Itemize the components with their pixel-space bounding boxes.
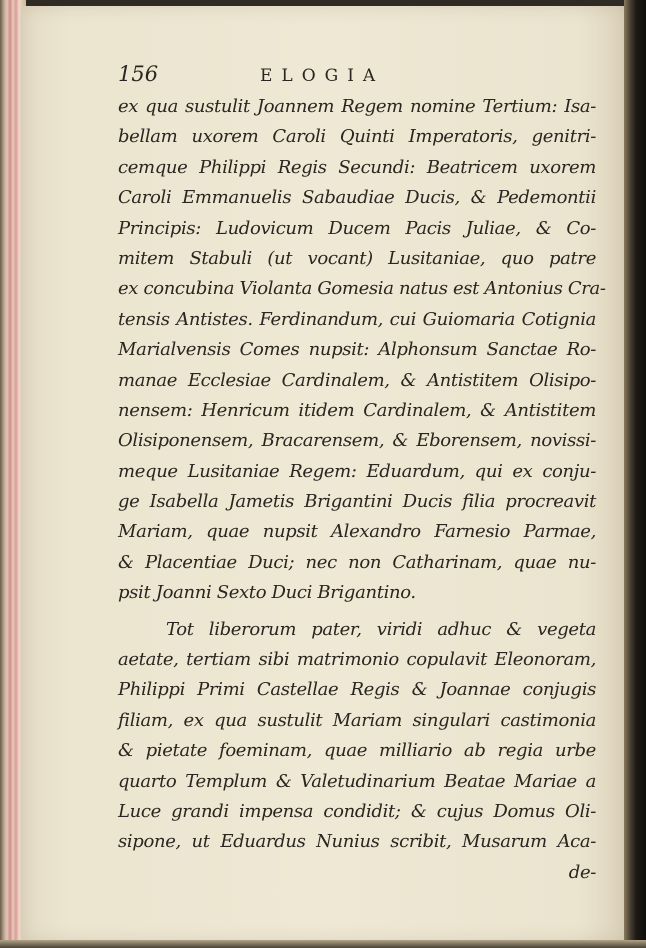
text-line: sipone, ut Eduardus Nunius scribit, Musarum Aca-: [118, 831, 596, 853]
paragraph: [118, 92, 606, 609]
text-line: cemque Philippi Regis Secundi: Beatricem uxorem: [118, 156, 596, 178]
text-line: ge Isabella Jametis Brigantini Ducis filia procreavit: [118, 491, 596, 513]
page-header: [118, 62, 598, 92]
text-line: Olisiponensem, Bracarensem, & Eborensem, novissi-: [118, 430, 596, 452]
text-line: tensis Antistes. Ferdinandum, cui Guiomaria Cotignia: [118, 308, 596, 330]
catchword: de-: [568, 861, 596, 883]
text-line: quarto Templum & Valetudinarium Beatae Mariae a: [118, 770, 596, 792]
text-line: ex concubina Violanta Gomesia natus est Antonius Cra-: [118, 278, 606, 300]
paragraph: [118, 615, 596, 858]
text-line: & pietate foeminam, quae milliario ab regia urbe: [118, 740, 596, 762]
book-edge-bottom: [0, 940, 646, 948]
text-line: aetate, tertiam sibi matrimonio copulavit Eleonoram,: [118, 649, 596, 671]
text-line: meque Lusitaniae Regem: Eduardum, qui ex conju-: [118, 460, 596, 482]
page-number: 156: [118, 62, 159, 86]
text-line: Principis: Ludovicum Ducem Pacis Juliae, & Co-: [118, 217, 596, 239]
running-head: ELOGIA: [260, 66, 385, 86]
text-line: Philippi Primi Castellae Regis & Joannae conjugis: [118, 679, 596, 701]
text-line: Mariam, quae nupsit Alexandro Farnesio Parmae,: [118, 521, 596, 543]
text-line: Caroli Emmanuelis Sabaudiae Ducis, & Pedemontii: [118, 187, 596, 209]
text-line: filiam, ex qua sustulit Mariam singulari castimonia: [118, 709, 596, 731]
text-line: Luce grandi impensa condidit; & cujus Domus Oli-: [118, 800, 596, 822]
body-text: [118, 92, 606, 888]
text-line: Marialvensis Comes nupsit: Alphonsum Sanctae Ro-: [118, 339, 596, 361]
text-line: mitem Stabuli (ut vocant) Lusitaniae, quo patre: [118, 247, 596, 269]
text-line: psit Joanni Sexto Duci Brigantino.: [118, 582, 416, 604]
text-line: bellam uxorem Caroli Quinti Imperatoris, genitri-: [118, 126, 596, 148]
text-line: ex qua sustulit Joannem Regem nomine Tertium: Isa-: [118, 96, 596, 117]
text-line: manae Ecclesiae Cardinalem, & Antistitem Olisipo-: [118, 369, 596, 391]
text-line: & Placentiae Duci; nec non Catharinam, quae nu-: [118, 551, 596, 573]
book-binding-right: [624, 0, 646, 948]
text-line: Tot liberorum pater, viridi adhuc & vegeta: [166, 618, 596, 640]
text-line: nensem: Henricum itidem Cardinalem, & Antistitem: [118, 399, 596, 421]
